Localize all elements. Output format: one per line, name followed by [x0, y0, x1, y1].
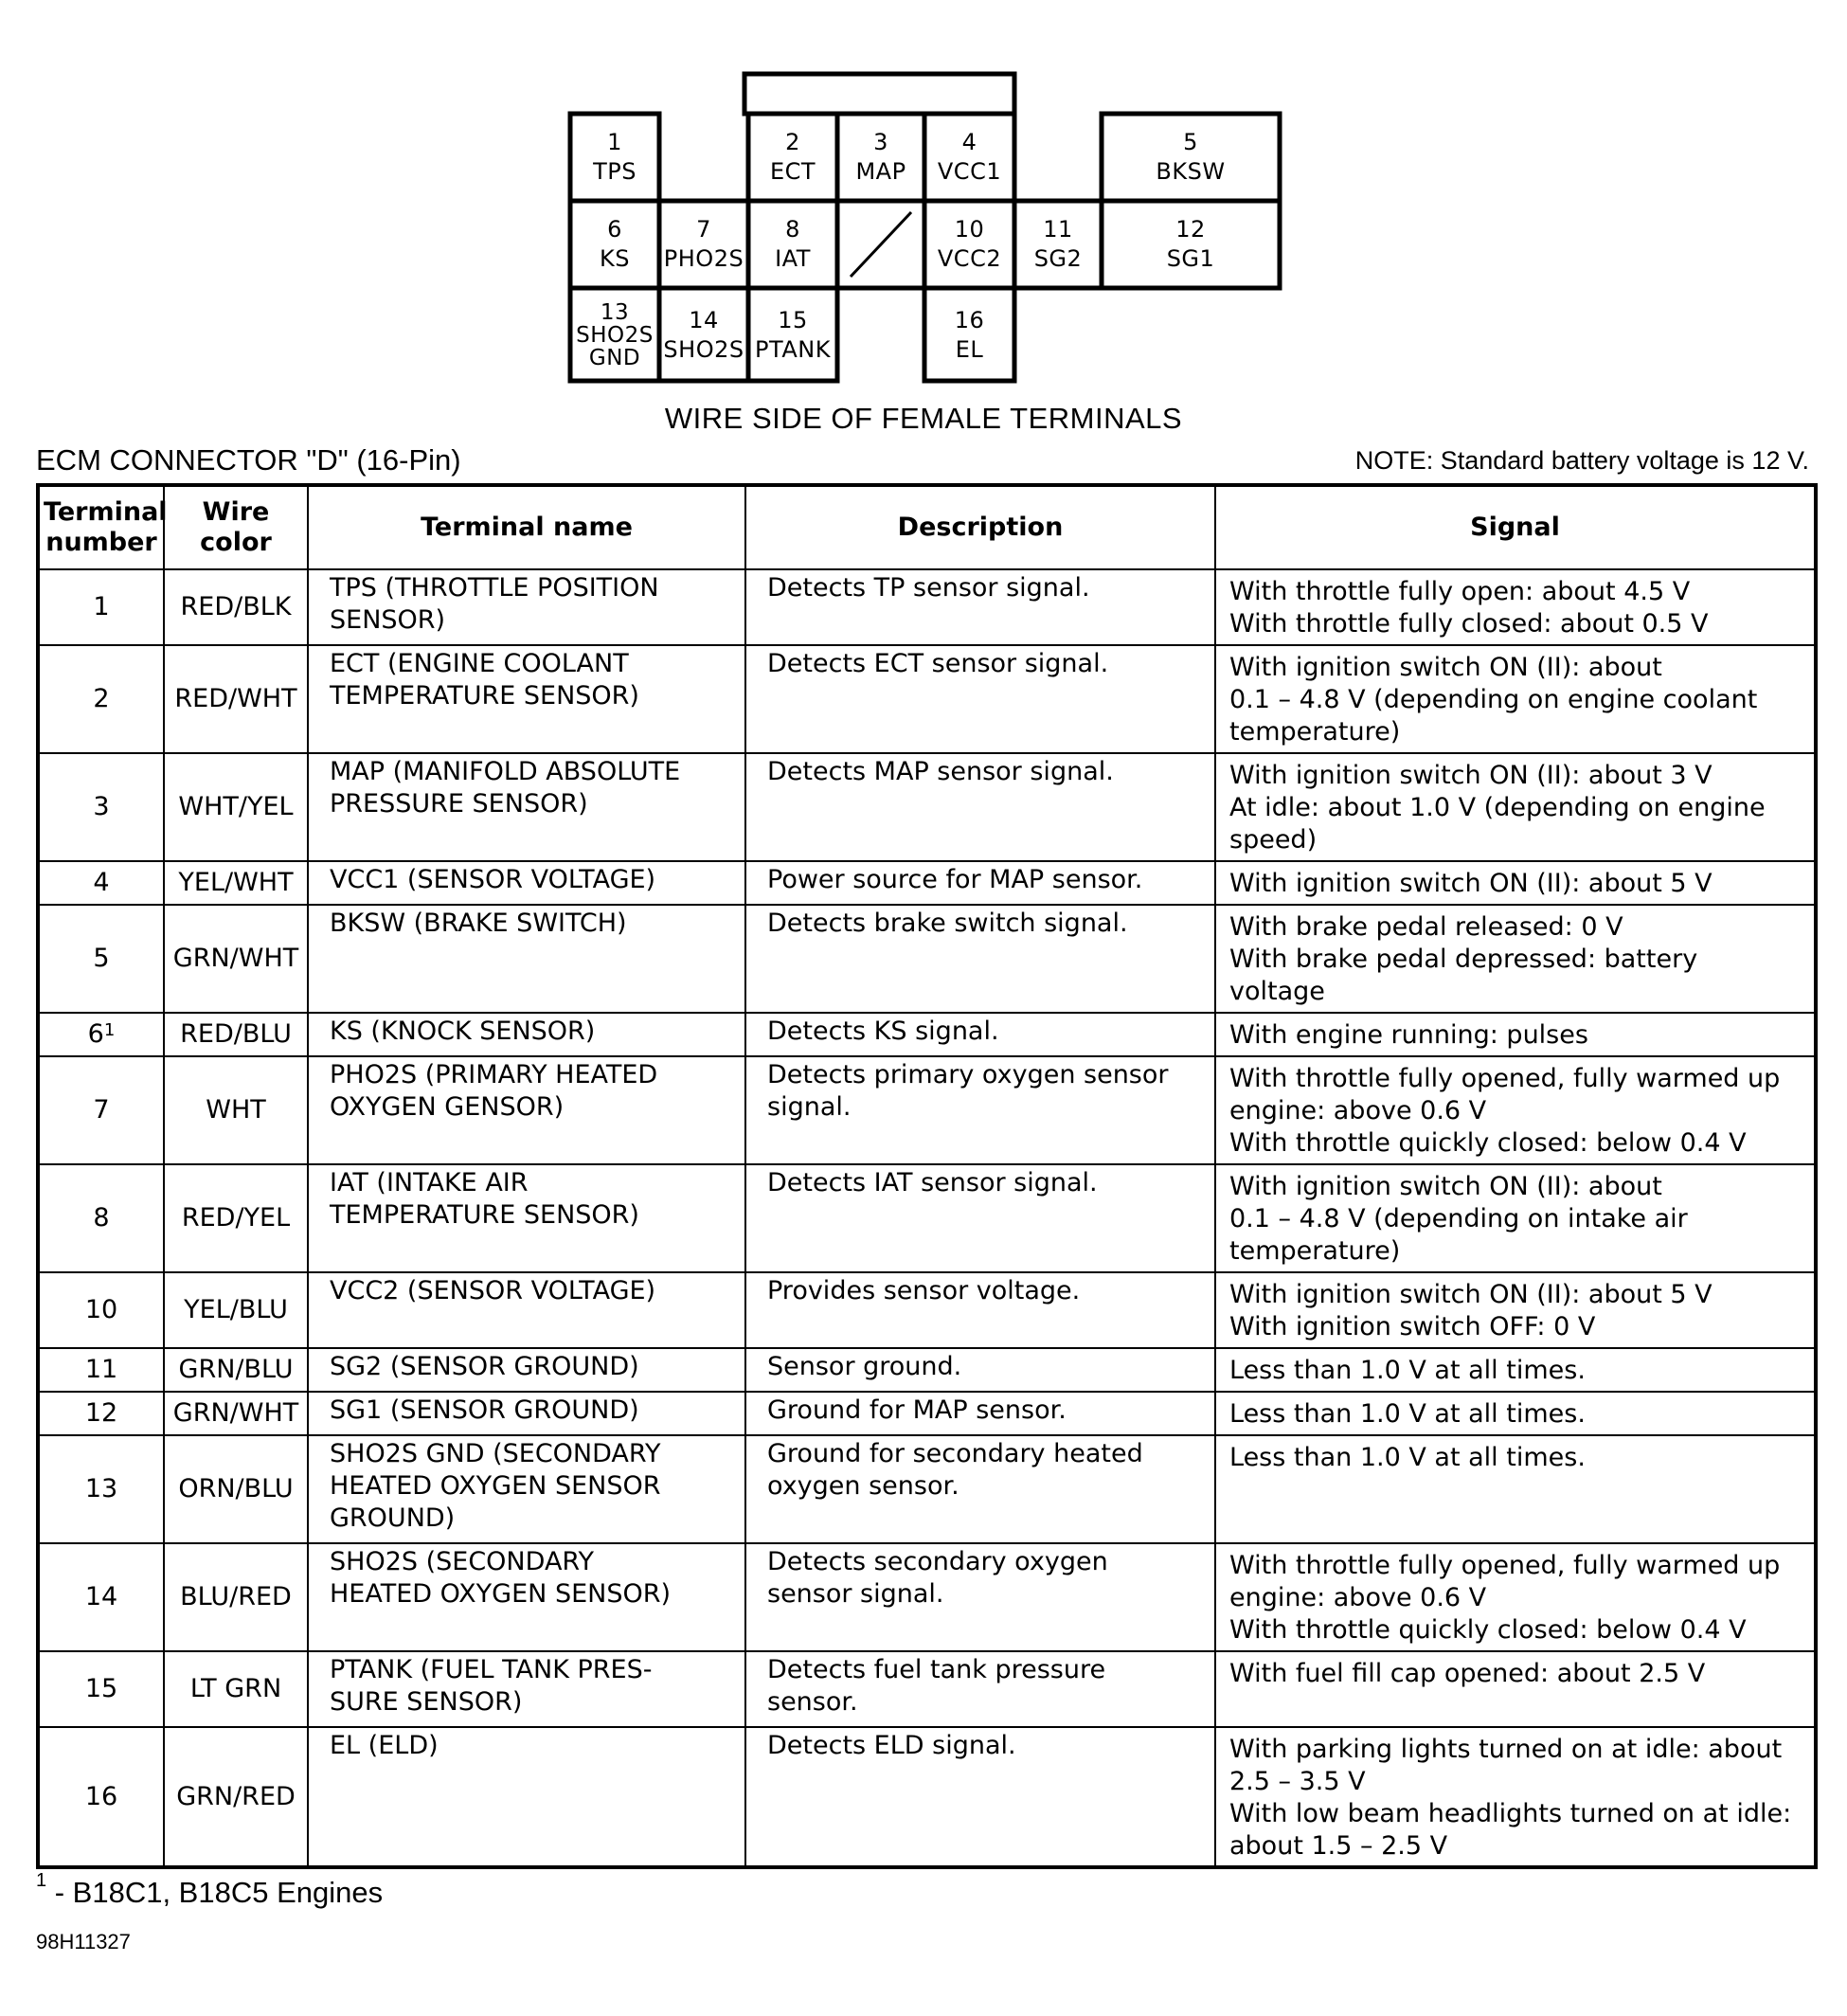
footnote-mark: 1 — [36, 1870, 47, 1891]
terminal-name-line: OXYGEN GENSOR) — [330, 1092, 565, 1122]
wire-color: WHT/YEL — [178, 792, 294, 821]
wire-color: ORN/BLU — [178, 1474, 294, 1503]
table-row — [38, 1164, 1816, 1272]
battery-voltage-note: NOTE: Standard battery voltage is 12 V. — [1354, 446, 1809, 475]
description-line: Detects secondary oxygen — [767, 1547, 1108, 1576]
terminal-table — [36, 483, 1818, 1869]
wire-color-cell — [164, 1651, 308, 1727]
pin-13: 13 SHO2S GND — [576, 300, 654, 370]
wire-color-cell — [164, 645, 308, 753]
description-cell — [745, 1272, 1215, 1348]
wire-color-cell — [164, 569, 308, 645]
terminal-name-cell — [308, 1272, 745, 1348]
description-cell — [745, 1727, 1215, 1867]
wire-color-cell — [164, 1272, 308, 1348]
terminal-name-cell — [308, 1348, 745, 1392]
wire-color-cell — [164, 753, 308, 861]
terminal-name-cell — [308, 569, 745, 645]
wire-color-cell — [164, 1348, 308, 1392]
signal-cell — [1215, 905, 1816, 1013]
wire-color: RED/YEL — [181, 1203, 291, 1233]
terminal-name-line: SHO2S GND (SECONDARY — [330, 1439, 661, 1468]
terminal-number: 13 — [84, 1474, 118, 1503]
pin-11: 11 SG2 — [1033, 216, 1083, 272]
table-row — [38, 1348, 1816, 1392]
signal-cell — [1215, 569, 1816, 645]
description-line: Detects primary oxygen sensor — [767, 1060, 1169, 1089]
terminal-name-line: GROUND) — [330, 1503, 456, 1533]
signal-line: With ignition switch ON (II): about 5 V — [1229, 1280, 1713, 1309]
pin-6: 6 KS — [600, 216, 630, 272]
signal-cell — [1215, 1013, 1816, 1056]
pin-16: 16 EL — [954, 307, 985, 363]
description-line: Detects KS signal. — [767, 1017, 999, 1046]
terminal-number-cell — [38, 1435, 164, 1543]
terminal-name-line: ECT (ENGINE COOLANT — [330, 649, 629, 678]
description-cell — [745, 1651, 1215, 1727]
table-row — [38, 645, 1816, 753]
description-line: Detects brake switch signal. — [767, 909, 1128, 938]
terminal-number-cell — [38, 1348, 164, 1392]
wire-color: RED/BLK — [180, 592, 292, 621]
description-line: Detects IAT sensor signal. — [767, 1168, 1098, 1197]
terminal-name-line: MAP (MANIFOLD ABSOLUTE — [330, 757, 681, 786]
signal-line: engine: above 0.6 V — [1229, 1096, 1487, 1125]
pin-1: 1 TPS — [593, 129, 637, 185]
description-cell — [745, 1013, 1215, 1056]
connector-caption: WIRE SIDE OF FEMALE TERMINALS — [664, 402, 1183, 435]
footnote-text: - B18C1, B18C5 Engines — [46, 1876, 384, 1909]
wire-color: GRN/RED — [176, 1781, 296, 1811]
signal-line: speed) — [1229, 825, 1318, 855]
terminal-name-line: VCC1 (SENSOR VOLTAGE) — [330, 865, 656, 894]
signal-cell — [1215, 861, 1816, 905]
terminal-name-cell — [308, 1164, 745, 1272]
description-line: Detects MAP sensor signal. — [767, 757, 1114, 786]
terminal-number: 6 — [87, 1019, 104, 1049]
terminal-number-cell — [38, 1164, 164, 1272]
wire-color: YEL/BLU — [184, 1295, 288, 1324]
col-description: Description — [745, 485, 1215, 569]
pin-14: 14 SHO2S — [663, 307, 744, 363]
terminal-name-line: SG1 (SENSOR GROUND) — [330, 1395, 639, 1425]
table-row — [38, 569, 1816, 645]
description-line: oxygen sensor. — [767, 1471, 959, 1501]
wire-color-cell — [164, 1056, 308, 1164]
description-cell — [745, 1348, 1215, 1392]
terminal-name-cell — [308, 1392, 745, 1435]
wire-color: GRN/BLU — [178, 1355, 294, 1384]
description-line: Ground for secondary heated — [767, 1439, 1143, 1468]
terminal-number-cell — [38, 1392, 164, 1435]
terminal-number-cell — [38, 645, 164, 753]
wire-color: YEL/WHT — [178, 868, 294, 897]
pin-7: 7 PHO2S — [663, 216, 744, 272]
wire-color: RED/BLU — [180, 1019, 292, 1049]
signal-cell — [1215, 1056, 1816, 1164]
description-cell — [745, 861, 1215, 905]
signal-cell — [1215, 1651, 1816, 1727]
terminal-number-cell — [38, 905, 164, 1013]
description-cell — [745, 645, 1215, 753]
terminal-number: 5 — [93, 944, 110, 973]
signal-cell — [1215, 1392, 1816, 1435]
terminal-number-cell — [38, 1013, 164, 1056]
terminal-name-line: SHO2S (SECONDARY — [330, 1547, 594, 1576]
signal-cell — [1215, 1435, 1816, 1543]
wire-color-cell — [164, 1543, 308, 1651]
terminal-name-line: SENSOR) — [330, 605, 446, 635]
signal-line: With ignition switch OFF: 0 V — [1229, 1312, 1596, 1341]
signal-line: voltage — [1229, 977, 1325, 1006]
description-line: Detects TP sensor signal. — [767, 573, 1090, 603]
terminal-name-cell — [308, 1651, 745, 1727]
signal-line: With throttle fully closed: about 0.5 V — [1229, 609, 1709, 639]
wire-color-cell — [164, 861, 308, 905]
col-terminal-number: Terminal number — [38, 485, 164, 569]
terminal-number-cell — [38, 569, 164, 645]
description-line: Detects fuel tank pressure sensor. — [767, 1655, 1106, 1717]
footnote — [36, 1870, 384, 1910]
terminal-name-line: KS (KNOCK SENSOR) — [330, 1017, 596, 1046]
table-row — [38, 1392, 1816, 1435]
table-row — [38, 905, 1816, 1013]
pin-10: 10 VCC2 — [937, 216, 1002, 272]
terminal-name-line: TPS (THROTTLE POSITION — [330, 573, 659, 603]
wire-color-cell — [164, 905, 308, 1013]
signal-line: 2.5 – 3.5 V — [1229, 1767, 1366, 1796]
terminal-number-cell — [38, 1056, 164, 1164]
terminal-number-cell — [38, 1651, 164, 1727]
terminal-name-line: TEMPERATURE SENSOR) — [330, 1200, 639, 1230]
signal-line: With throttle quickly closed: below 0.4 V — [1229, 1128, 1747, 1158]
table-row — [38, 1543, 1816, 1651]
description-line: Provides sensor voltage. — [767, 1276, 1081, 1305]
wire-color-cell — [164, 1392, 308, 1435]
description-cell — [745, 569, 1215, 645]
signal-line: With ignition switch ON (II): about — [1229, 653, 1662, 682]
terminal-number: 4 — [93, 868, 110, 897]
signal-cell — [1215, 753, 1816, 861]
description-line: Ground for MAP sensor. — [767, 1395, 1067, 1425]
footnote-ref: 1 — [103, 1020, 116, 1040]
description-cell — [745, 1543, 1215, 1651]
wire-color-cell — [164, 1013, 308, 1056]
terminal-number-cell — [38, 861, 164, 905]
terminal-name-line: PTANK (FUEL TANK PRES- — [330, 1655, 653, 1684]
terminal-number: 11 — [84, 1355, 118, 1384]
signal-cell — [1215, 1727, 1816, 1867]
signal-line: With brake pedal depressed: battery — [1229, 945, 1698, 974]
terminal-number-cell — [38, 1727, 164, 1867]
terminal-number: 16 — [84, 1781, 118, 1811]
terminal-name-line: PRESSURE SENSOR) — [330, 789, 588, 819]
connector-outline — [0, 0, 1847, 388]
description-cell — [745, 1056, 1215, 1164]
wire-color: LT GRN — [189, 1674, 282, 1703]
terminal-number: 2 — [93, 684, 110, 713]
wire-color-cell — [164, 1435, 308, 1543]
signal-line: With throttle quickly closed: below 0.4 V — [1229, 1615, 1747, 1645]
table-row — [38, 1435, 1816, 1543]
description-cell — [745, 753, 1215, 861]
signal-line: Less than 1.0 V at all times. — [1229, 1399, 1586, 1429]
terminal-name-line: HEATED OXYGEN SENSOR — [330, 1471, 661, 1501]
signal-line: With brake pedal released: 0 V — [1229, 912, 1623, 942]
description-line: sensor signal. — [767, 1579, 944, 1609]
description-cell — [745, 1392, 1215, 1435]
terminal-number: 14 — [84, 1582, 118, 1611]
description-cell — [745, 905, 1215, 1013]
pin-15: 15 PTANK — [755, 307, 831, 363]
table-row — [38, 1056, 1816, 1164]
signal-line: With throttle fully opened, fully warmed up — [1229, 1064, 1781, 1093]
terminal-number: 8 — [93, 1203, 110, 1233]
terminal-number: 1 — [93, 592, 110, 621]
signal-line: Less than 1.0 V at all times. — [1229, 1443, 1586, 1472]
signal-line: With parking lights turned on at idle: about — [1229, 1735, 1783, 1764]
terminal-number: 15 — [84, 1674, 118, 1703]
terminal-name-line: HEATED OXYGEN SENSOR) — [330, 1579, 672, 1609]
pin-2: 2 ECT — [769, 129, 816, 185]
terminal-number: 10 — [84, 1295, 118, 1324]
terminal-number: 12 — [84, 1398, 118, 1428]
table-row — [38, 753, 1816, 861]
terminal-name-line: VCC2 (SENSOR VOLTAGE) — [330, 1276, 656, 1305]
terminal-name-cell — [308, 905, 745, 1013]
pin-12: 12 SG1 — [1166, 216, 1215, 272]
blank-pin-slash — [851, 212, 911, 277]
terminal-name-line: EL (ELD) — [330, 1731, 439, 1760]
terminal-name-cell — [308, 1013, 745, 1056]
pin-5: 5 BKSW — [1156, 129, 1226, 185]
terminal-name-line: PHO2S (PRIMARY HEATED — [330, 1060, 658, 1089]
terminal-number-cell — [38, 1543, 164, 1651]
terminal-name-cell — [308, 1727, 745, 1867]
description-line: Detects ELD signal. — [767, 1731, 1016, 1760]
terminal-name-cell — [308, 861, 745, 905]
signal-line: With fuel fill cap opened: about 2.5 V — [1229, 1659, 1706, 1688]
terminal-name-cell — [308, 1435, 745, 1543]
table-row — [38, 1651, 1816, 1727]
terminal-number-cell — [38, 753, 164, 861]
signal-cell — [1215, 1543, 1816, 1651]
description-cell — [745, 1435, 1215, 1543]
terminal-name-line: SG2 (SENSOR GROUND) — [330, 1352, 639, 1381]
signal-line: 0.1 – 4.8 V (depending on intake air — [1229, 1204, 1688, 1233]
col-signal: Signal — [1215, 485, 1816, 569]
signal-line: With ignition switch ON (II): about 5 V — [1229, 869, 1713, 898]
terminal-name-line: BKSW (BRAKE SWITCH) — [330, 909, 627, 938]
signal-line: 0.1 – 4.8 V (depending on engine coolant — [1229, 685, 1758, 714]
terminal-name-line: SURE SENSOR) — [330, 1687, 523, 1717]
terminal-number: 3 — [93, 792, 110, 821]
terminal-name-line: IAT (INTAKE AIR — [330, 1168, 529, 1197]
signal-line: With throttle fully open: about 4.5 V — [1229, 577, 1691, 606]
table-row — [38, 861, 1816, 905]
pin-3: 3 MAP — [855, 129, 906, 185]
signal-line: Less than 1.0 V at all times. — [1229, 1356, 1586, 1385]
wire-color-cell — [164, 1727, 308, 1867]
signal-line: temperature) — [1229, 717, 1401, 747]
signal-cell — [1215, 1164, 1816, 1272]
terminal-name-cell — [308, 1056, 745, 1164]
table-row — [38, 1727, 1816, 1867]
signal-cell — [1215, 1272, 1816, 1348]
terminal-name-cell — [308, 1543, 745, 1651]
signal-line: temperature) — [1229, 1236, 1401, 1266]
terminal-number-cell — [38, 1272, 164, 1348]
wire-color: GRN/WHT — [172, 1398, 299, 1428]
terminal-name-cell — [308, 753, 745, 861]
wire-color-cell — [164, 1164, 308, 1272]
col-wire-color: Wire color — [164, 485, 308, 569]
description-line: Detects ECT sensor signal. — [767, 649, 1109, 678]
signal-line: With low beam headlights turned on at idle: — [1229, 1799, 1792, 1828]
description-line: Power source for MAP sensor. — [767, 865, 1143, 894]
pin-4: 4 VCC1 — [937, 129, 1002, 185]
signal-cell — [1215, 1348, 1816, 1392]
description-line: Sensor ground. — [767, 1352, 962, 1381]
col-terminal-name: Terminal name — [308, 485, 745, 569]
description-line: signal. — [767, 1092, 852, 1122]
signal-line: At idle: about 1.0 V (depending on engine — [1229, 793, 1766, 822]
description-cell — [745, 1164, 1215, 1272]
table-row — [38, 1272, 1816, 1348]
wire-color: GRN/WHT — [172, 944, 299, 973]
wire-color: WHT — [206, 1095, 266, 1125]
table-header-row — [38, 485, 1816, 569]
terminal-name-line: TEMPERATURE SENSOR) — [330, 681, 639, 711]
signal-line: With throttle fully opened, fully warmed up — [1229, 1551, 1781, 1580]
signal-line: engine: above 0.6 V — [1229, 1583, 1487, 1612]
terminal-name-cell — [308, 645, 745, 753]
table-row — [38, 1013, 1816, 1056]
signal-line: With engine running: pulses — [1229, 1020, 1588, 1050]
signal-line: With ignition switch ON (II): about 3 V — [1229, 761, 1713, 790]
signal-cell — [1215, 645, 1816, 753]
terminal-number: 7 — [93, 1095, 110, 1125]
pin-8: 8 IAT — [775, 216, 811, 272]
signal-line: about 1.5 – 2.5 V — [1229, 1831, 1448, 1861]
wire-color: BLU/RED — [180, 1582, 292, 1611]
wire-color: RED/WHT — [174, 684, 297, 713]
connector-title: ECM CONNECTOR "D" (16-Pin) — [36, 443, 461, 477]
image-code: 98H11327 — [36, 1930, 131, 1953]
signal-line: With ignition switch ON (II): about — [1229, 1172, 1662, 1201]
